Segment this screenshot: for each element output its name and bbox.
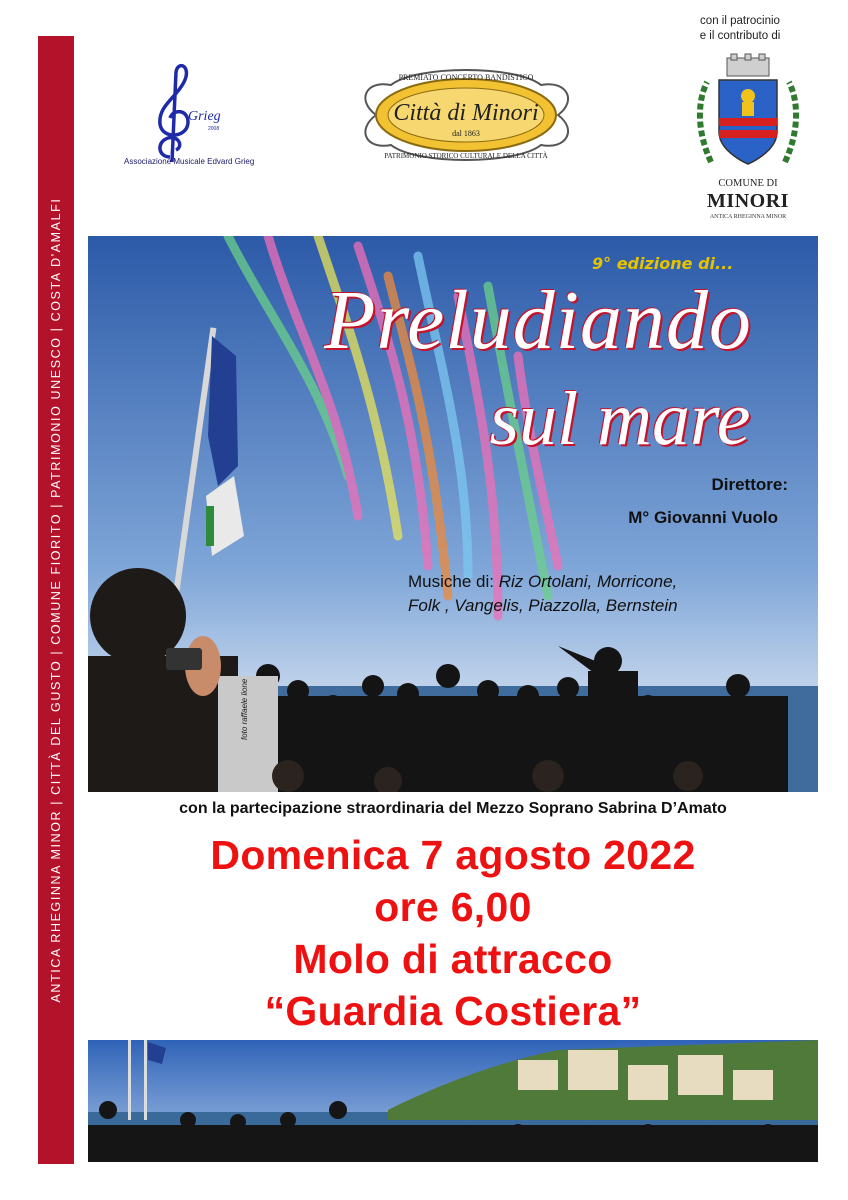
minori-logo-name: Città di Minori [393, 100, 539, 126]
grieg-logo-year: 2008 [208, 126, 220, 132]
edition-label: 9° edizione di... [592, 254, 734, 273]
citta-di-minori-logo [346, 60, 586, 170]
title-line2: sul mare [489, 377, 751, 461]
director-label: Direttore: [711, 475, 788, 494]
photo-credit: foto raffaele lione [240, 678, 249, 740]
comune-line2: MINORI [707, 190, 789, 212]
patronage-line1: con il patrocinio [700, 15, 780, 27]
participation-line: con la partecipazione straordinaria del Mezzo Soprano Sabrina D’Amato [179, 800, 727, 817]
event-place: Molo di attracco [293, 936, 613, 982]
minori-logo-top: PREMIATO CONCERTO BANDISTICO [398, 73, 534, 82]
music-label: Musiche di: [408, 572, 494, 591]
music-line1: Riz Ortolani, Morricone, [498, 572, 678, 591]
panorama-photo [88, 1040, 818, 1162]
event-date: Domenica 7 agosto 2022 [210, 832, 696, 878]
grieg-logo [118, 62, 278, 172]
patronage-text [660, 14, 820, 44]
title-line1: Preludiando [324, 274, 752, 367]
grieg-caption: Associazione Musicale Edvard Grieg [124, 157, 255, 166]
grieg-logo-text: Grieg [188, 109, 221, 124]
sidebar-text: ANTICA RHEGINNA MINOR | CITTÀ DEL GUSTO | COMUNE FIORITO | PATRIMONIO UNESCO | COSTA D'AMALFI [49, 197, 63, 1003]
minori-logo-bottom: PATRIMONIO STORICO CULTURALE DELLA CITTÀ [384, 152, 548, 160]
comune-crest-icon [693, 52, 803, 182]
comune-line1: COMUNE DI [718, 178, 778, 189]
comune-line3: ANTICA RHEGINNA MINOR [709, 214, 787, 220]
event-time: ore 6,00 [374, 884, 532, 930]
event-place2: “Guardia Costiera” [264, 988, 642, 1034]
music-line2: Folk , Vangelis, Piazzolla, Bernstein [408, 596, 678, 615]
minori-logo-since: dal 1863 [452, 129, 480, 138]
director-name: M° Giovanni Vuolo [628, 508, 778, 527]
music-credits [408, 570, 678, 618]
patronage-line2: e il contributo di [699, 30, 781, 42]
